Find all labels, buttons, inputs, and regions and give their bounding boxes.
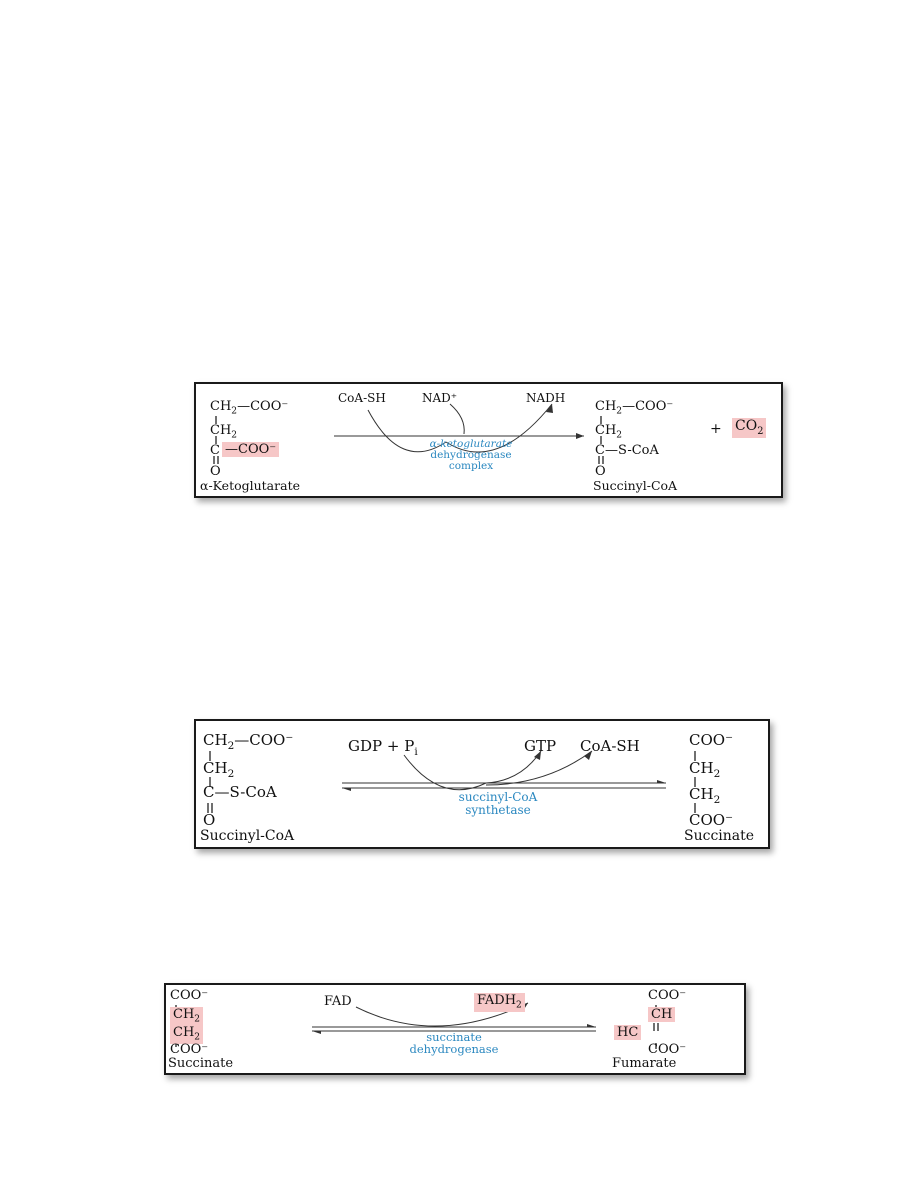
- substrate-line1: $CH_2—COO^-$: [210, 399, 289, 417]
- cofactor-fadh2: $FADH_2$: [474, 993, 525, 1012]
- cofactor-gtp: GTP: [524, 737, 557, 755]
- substrate-line1: COO⁻: [170, 988, 209, 1003]
- product-line2: $CH_2$: [595, 423, 623, 441]
- product-line4: COO⁻: [648, 1042, 687, 1057]
- product-ch-highlight: CH: [648, 1007, 675, 1022]
- substrate-name: Succinyl-CoA: [200, 828, 295, 844]
- enzyme-line2: synthetase: [465, 802, 531, 817]
- substrate-line4: O: [203, 811, 216, 829]
- reaction-panel-ketoglutarate: [194, 382, 783, 498]
- cofactor-coash: CoA-SH: [580, 737, 640, 755]
- substrate-line3: C—S-CoA: [203, 783, 277, 801]
- enzyme-line1: succinyl-CoA: [458, 790, 538, 804]
- substrate-name: α-Ketoglutarate: [200, 478, 300, 493]
- product-line1: $CH_2—COO^-$: [595, 399, 674, 417]
- substrate-line2: $CH_2$: [210, 423, 238, 441]
- co2-byproduct: $CO_2$: [732, 418, 766, 438]
- product-line4: COO⁻: [689, 811, 733, 829]
- plus-sign: +: [710, 421, 722, 437]
- enzyme-line1: succinate: [426, 1030, 482, 1044]
- substrate-line1: $CH_2—COO^-$: [203, 731, 294, 752]
- product-line1: COO⁻: [689, 731, 733, 749]
- product-name: Fumarate: [612, 1056, 677, 1071]
- product-line3: $CH_2$: [689, 785, 721, 806]
- cofactor-gdp-pi: GDP + $P_i$: [348, 737, 418, 758]
- substrate-line2: $CH_2$: [203, 759, 235, 780]
- product-line3: C—S-CoA: [595, 443, 659, 458]
- enzyme-label: [396, 439, 546, 472]
- enzyme-line2: dehydrogenase: [409, 1042, 499, 1057]
- enzyme-label: [428, 791, 568, 816]
- product-line4: O: [595, 464, 606, 479]
- product-name: Succinate: [684, 828, 755, 844]
- substrate-name: Succinate: [168, 1056, 234, 1071]
- substrate-line4: O: [210, 464, 221, 479]
- product-line1: COO⁻: [648, 988, 687, 1003]
- reaction-panel-succinate: [164, 983, 746, 1075]
- substrate-ch2-highlight-2: $CH_2$: [170, 1025, 203, 1044]
- product-line2: $CH_2$: [689, 759, 721, 780]
- cofactor-nad: NAD⁺: [422, 391, 458, 405]
- reaction-panel-succinyl-coa: [194, 719, 770, 849]
- substrate-line3: C: [210, 443, 220, 458]
- enzyme-line2: dehydrogenase: [430, 449, 512, 462]
- substrate-line4: COO⁻: [170, 1042, 209, 1057]
- product-name: Succinyl-CoA: [593, 478, 678, 493]
- substrate-carboxyl-highlight: —COO⁻: [222, 442, 279, 457]
- substrate-ch2-highlight-1: $CH_2$: [170, 1007, 203, 1026]
- enzyme-line1: α-ketoglutarate: [429, 438, 513, 450]
- cofactor-fad: FAD: [324, 994, 352, 1009]
- cofactor-coash: CoA-SH: [338, 391, 386, 405]
- cofactor-nadh: NADH: [526, 391, 566, 405]
- enzyme-label: [384, 1031, 524, 1055]
- product-hc-highlight: HC: [614, 1025, 641, 1040]
- enzyme-line3: complex: [448, 460, 494, 473]
